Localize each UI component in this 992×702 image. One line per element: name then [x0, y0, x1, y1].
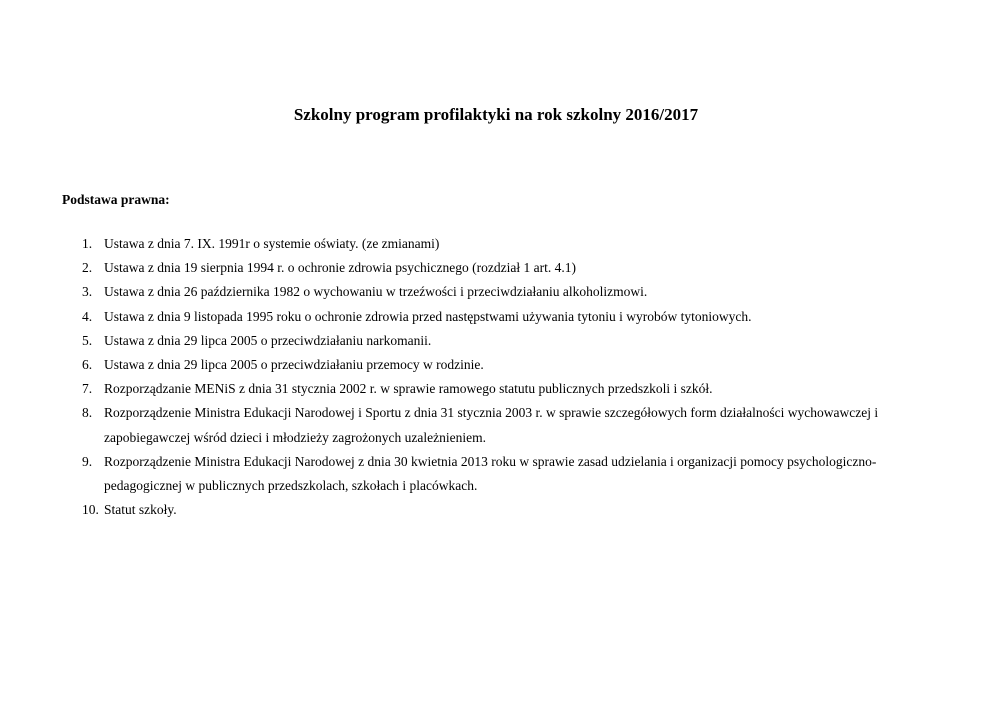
list-item-number: 6. [82, 357, 93, 373]
list-item-text: Ustawa z dnia 29 lipca 2005 o przeciwdziałaniu przemocy w rodzinie. [104, 357, 484, 373]
document-title: Szkolny program profilaktyki na rok szkolny 2016/2017 [293, 105, 699, 124]
list-item-number: 9. [82, 453, 93, 469]
list-item-number: 4. [82, 308, 93, 324]
list-item [62, 450, 942, 498]
list-item-text: Ustawa z dnia 9 listopada 1995 roku o ochronie zdrowia przed następstwami używania tytoniu i wyrobów tytoniowych. [104, 308, 752, 324]
list-item [62, 377, 942, 401]
list-item-text: Rozporządzenie Ministra Edukacji Narodowej z dnia 30 kwietnia 2013 roku w sprawie zasad udzielania i organizacji pomocy psychologiczno-pedagogicznej w publicznych przedszkolach, szkołach i placówkach. [104, 453, 877, 494]
list-item-number: 7. [82, 381, 93, 397]
list-item-text: Rozporządzenie Ministra Edukacji Narodowej i Sportu z dnia 31 stycznia 2003 r. w sprawie szczegółowych form działalności wychowawczej i zapobiegawczej wśród dzieci i młodzieży zagrożonych uzależnieniem. [104, 405, 879, 445]
list-item-number: 5. [82, 332, 93, 348]
list-item-text: Rozporządzanie MENiS z dnia 31 stycznia 2002 r. w sprawie ramowego statutu publicznych przedszkoli i szkół. [104, 381, 713, 397]
list-item-text: Statut szkoły. [104, 502, 177, 518]
list-item-number: 1. [82, 236, 93, 251]
section-heading-legal-basis: Podstawa prawna: [62, 192, 170, 207]
list-item [62, 401, 942, 449]
list-item [62, 329, 942, 353]
list-item-number: 3. [82, 284, 93, 300]
list-item-text: Ustawa z dnia 19 sierpnia 1994 r. o ochronie zdrowia psychicznego (rozdział 1 art. 4.1) [104, 260, 576, 276]
list-item-text: Ustawa z dnia 7. IX. 1991r o systemie oświaty. (ze zmianami) [104, 236, 440, 251]
list-item-number: 10. [82, 502, 99, 518]
list-item [62, 256, 942, 280]
list-item [62, 498, 942, 522]
list-item [62, 232, 942, 256]
list-item-text: Ustawa z dnia 26 października 1982 o wychowaniu w trzeźwości i przeciwdziałaniu alkoholizmowi. [104, 284, 648, 300]
list-item-number: 8. [82, 405, 93, 421]
legal-basis-list [62, 232, 942, 522]
list-item-number: 2. [82, 260, 93, 276]
list-item [62, 280, 942, 304]
list-item [62, 305, 942, 329]
list-item-text: Ustawa z dnia 29 lipca 2005 o przeciwdziałaniu narkomanii. [104, 332, 432, 348]
list-item [62, 353, 942, 377]
